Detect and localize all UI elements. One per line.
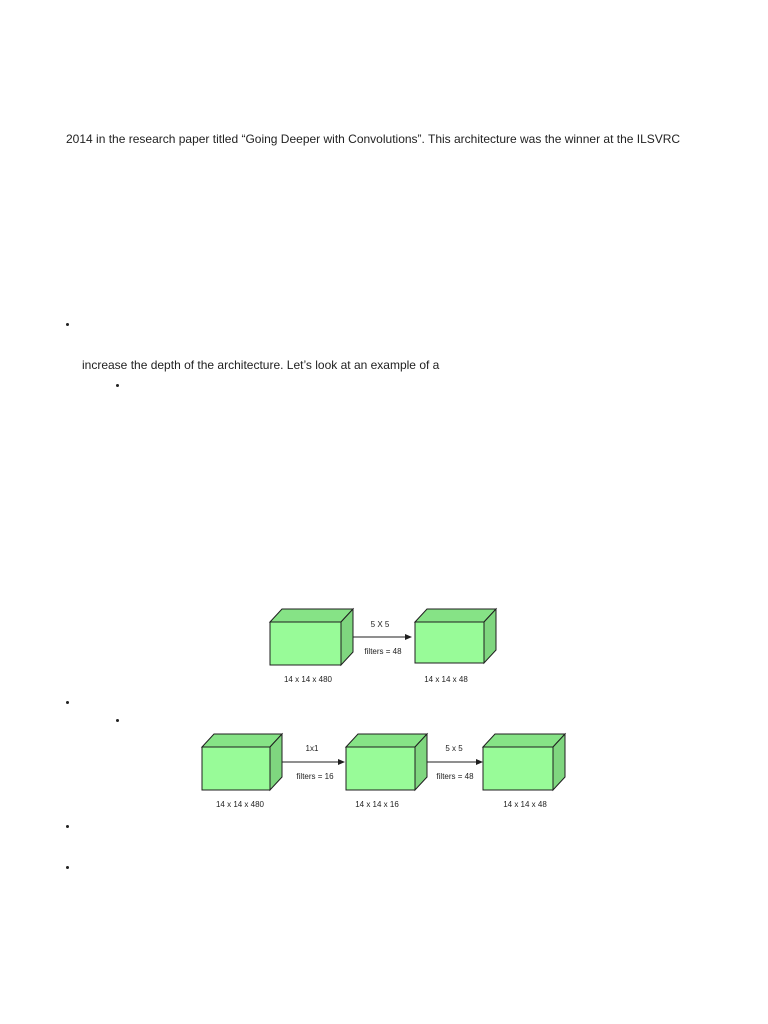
- kernel-size-label-2: 5 x 5: [445, 744, 463, 753]
- output-volume-block: [483, 734, 565, 790]
- filter-count-label-1: filters = 16: [296, 772, 334, 781]
- filter-count-label-2: filters = 48: [436, 772, 474, 781]
- bullet-point: [66, 701, 69, 704]
- paragraph-line-2: increase the depth of the architecture. Let’s look at an example of a: [82, 358, 440, 372]
- sub-bullet-point: [116, 719, 119, 722]
- bullet-point: [66, 866, 69, 869]
- paragraph-line-1: 2014 in the research paper titled “Going Deeper with Convolutions”. This architecture was the winner at the ILSVRC: [66, 132, 681, 146]
- input-volume-block: [270, 609, 353, 665]
- bullet-point: [66, 825, 69, 828]
- middle-dims-label: 14 x 14 x 16: [355, 800, 399, 809]
- middle-volume-block: [346, 734, 427, 790]
- bullet-point: [66, 323, 69, 326]
- filter-count-label: filters = 48: [364, 647, 402, 656]
- input-dims-label: 14 x 14 x 480: [283, 675, 333, 684]
- diagram-5x5-convolution: [255, 600, 515, 690]
- input-volume-block: [202, 734, 282, 790]
- kernel-size-label: 5 X 5: [370, 620, 390, 629]
- output-dims-label: 14 x 14 x 48: [503, 800, 547, 809]
- conv-arrow-2: [427, 759, 483, 765]
- output-dims-label: 14 x 14 x 48: [424, 675, 468, 684]
- kernel-size-label-1: 1x1: [305, 744, 319, 753]
- output-volume-block: [415, 609, 496, 663]
- sub-bullet-point: [116, 384, 119, 387]
- conv-arrow-1: [282, 759, 345, 765]
- input-dims-label: 14 x 14 x 480: [215, 800, 265, 809]
- diagram-1x1-then-5x5-convolution: [195, 725, 575, 815]
- conv-arrow: [353, 634, 412, 640]
